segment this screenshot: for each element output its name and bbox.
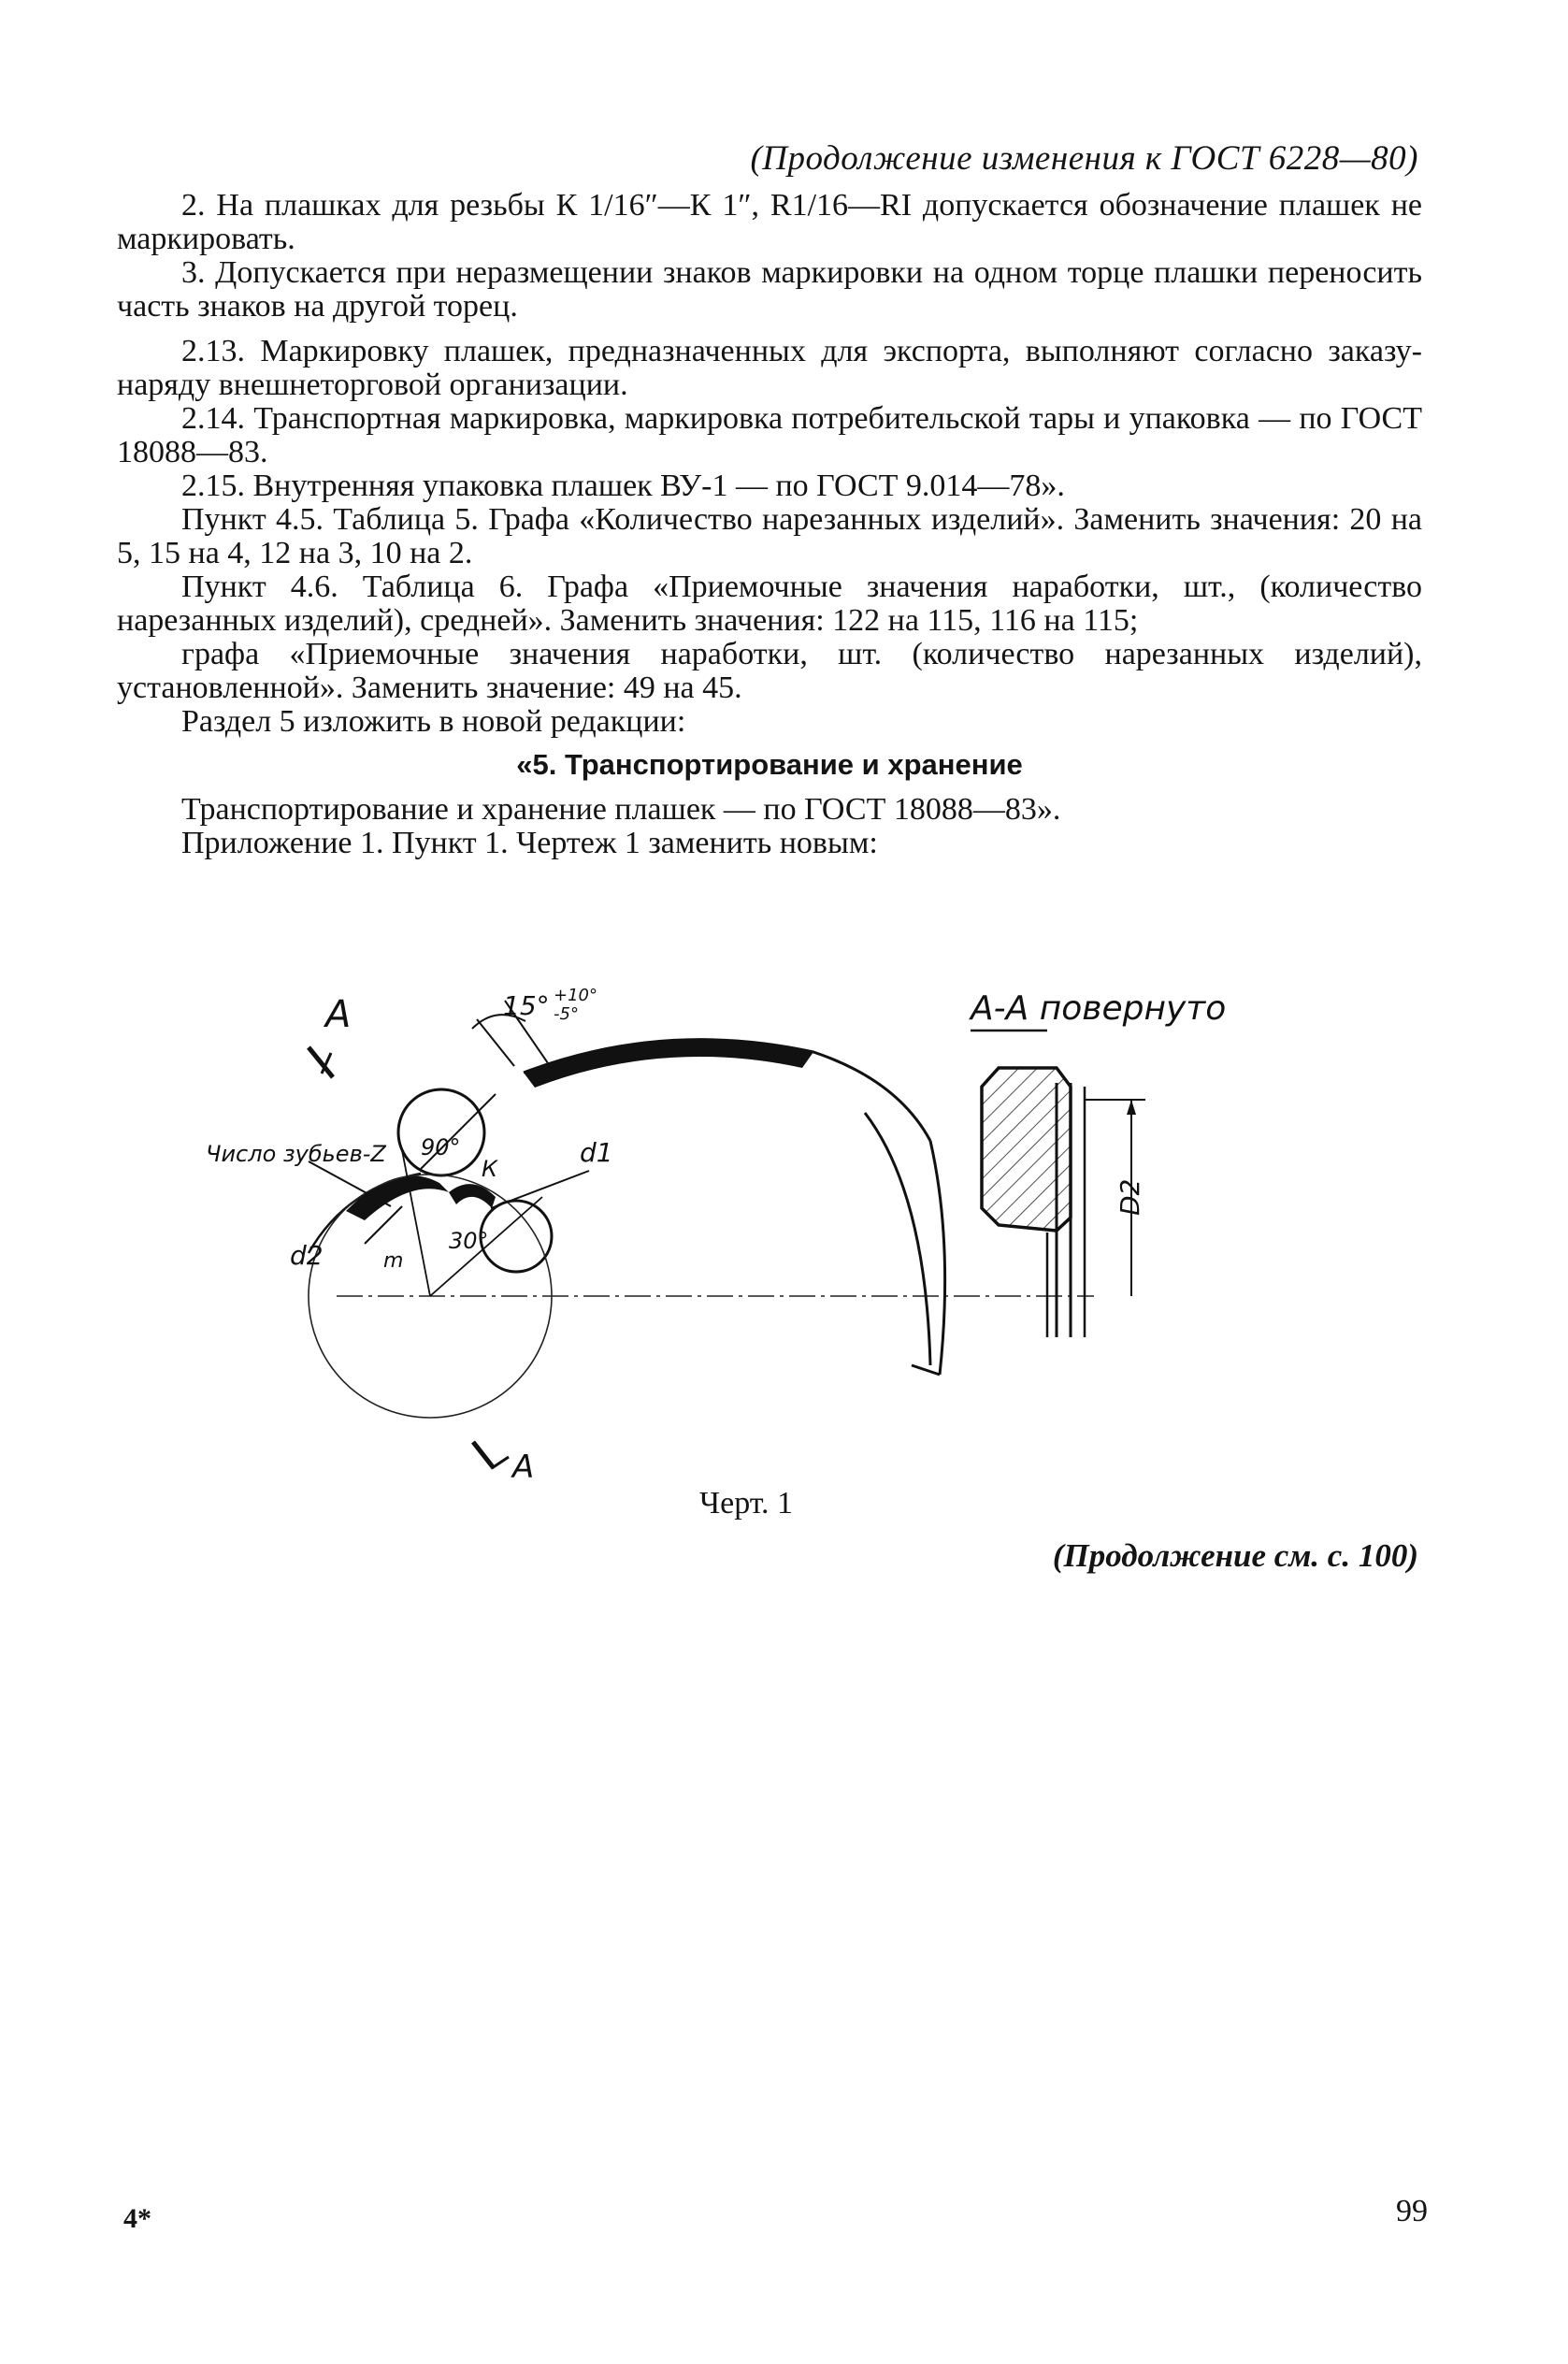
continuation-note: (Продолжение см. с. 100) (1052, 1537, 1418, 1574)
paragraph-2-15: 2.15. Внутренняя упаковка плашек ВУ-1 — по ГОСТ 9.014—78». (181, 468, 1065, 503)
label-section-title: А-А повернуто (971, 989, 1227, 1028)
technical-drawing (206, 963, 1290, 1487)
drawing-svg (206, 963, 1290, 1487)
section-mark-bottom-label: А (512, 1449, 535, 1486)
body-text (117, 189, 1422, 860)
label-k: К (482, 1156, 498, 1182)
paragraph-note-3: 3. Допускается при неразмещении знаков маркировки на одном торце плашки переносить часть знаков на другой торец. (117, 255, 1422, 324)
label-m: m (383, 1249, 404, 1273)
page-header: (Продолжение изменения к ГОСТ 6228—80) (750, 139, 1418, 178)
section-heading: «5. Транспортирование и хранение (516, 748, 1023, 781)
dim-D2-arrow (1127, 1100, 1136, 1115)
label-angle-30: 30° (449, 1228, 489, 1254)
label-angle-tol-plus: +10° (554, 986, 597, 1005)
die-body-right-cut (912, 1365, 940, 1375)
figure-caption: Черт. 1 (699, 1486, 794, 1521)
chip-hole-right (481, 1201, 552, 1272)
paragraph-2-14: 2.14. Транспортная маркировка, маркировка потребительской тары и упаковка — по ГОСТ 18088—83. (117, 401, 1422, 469)
label-angle-15: 15° (503, 990, 550, 1021)
thread-profile-left (346, 1175, 449, 1220)
die-body-right-edge (930, 1141, 945, 1375)
page-number: 99 (1396, 2194, 1428, 2228)
thread-profile-mid (449, 1184, 496, 1208)
signature-mark: 4* (123, 2203, 151, 2234)
paragraph-transport: Транспортирование и хранение плашек — по ГОСТ 18088—83». (181, 792, 1061, 827)
chip-hole-top (398, 1089, 484, 1175)
label-teeth-count: Число зубьев-Z (206, 1141, 386, 1167)
label-D2: D2 (1115, 1178, 1145, 1216)
dim-line-d1 (491, 1171, 589, 1208)
paragraph-item-4-6: Пункт 4.6. Таблица 6. Графа «Приемочные значения наработки, шт., (количество нарезанных изделий), средней». Заменить значения: 122 на 115, 116 на 115; (117, 569, 1422, 638)
paragraph-2-13: 2.13. Маркировку плашек, предназначенных для экспорта, выполняют согласно заказу-наряду внешнеторговой организации. (117, 334, 1422, 402)
section-mark-top-label: А (325, 993, 352, 1036)
paragraph-item-4-5: Пункт 4.5. Таблица 5. Графа «Количество нарезанных изделий». Заменить значения: 20 на 5, 15 на 4, 12 на 3, 10 на 2. (117, 502, 1422, 570)
die-body-band (524, 1040, 813, 1088)
paragraph-appendix: Приложение 1. Пункт 1. Чертеж 1 заменить новым: (181, 826, 878, 860)
paragraph-note-2: 2. На плашках для резьбы К 1/16″—К 1″, R1/16—RI допускается обозначение плашек не маркировать. (117, 188, 1422, 256)
paragraph-section-5: Раздел 5 изложить в новой редакции: (181, 704, 686, 739)
leader-teeth (309, 1161, 391, 1206)
section-mark-bottom-tick (492, 1457, 509, 1468)
label-angle-90: 90° (421, 1134, 461, 1160)
section-mark-bottom-line (473, 1442, 494, 1468)
dim-line-15deg (477, 1019, 514, 1066)
label-d2: d2 (290, 1240, 324, 1271)
label-d1: d1 (580, 1137, 613, 1168)
die-body-band-right (865, 1113, 930, 1365)
label-angle-tol-minus: -5° (554, 1004, 579, 1024)
paragraph-column-established: графа «Приемочные значения наработки, шт. (количество нарезанных изделий), установленной». Заменить значение: 49 на 45. (117, 637, 1422, 705)
